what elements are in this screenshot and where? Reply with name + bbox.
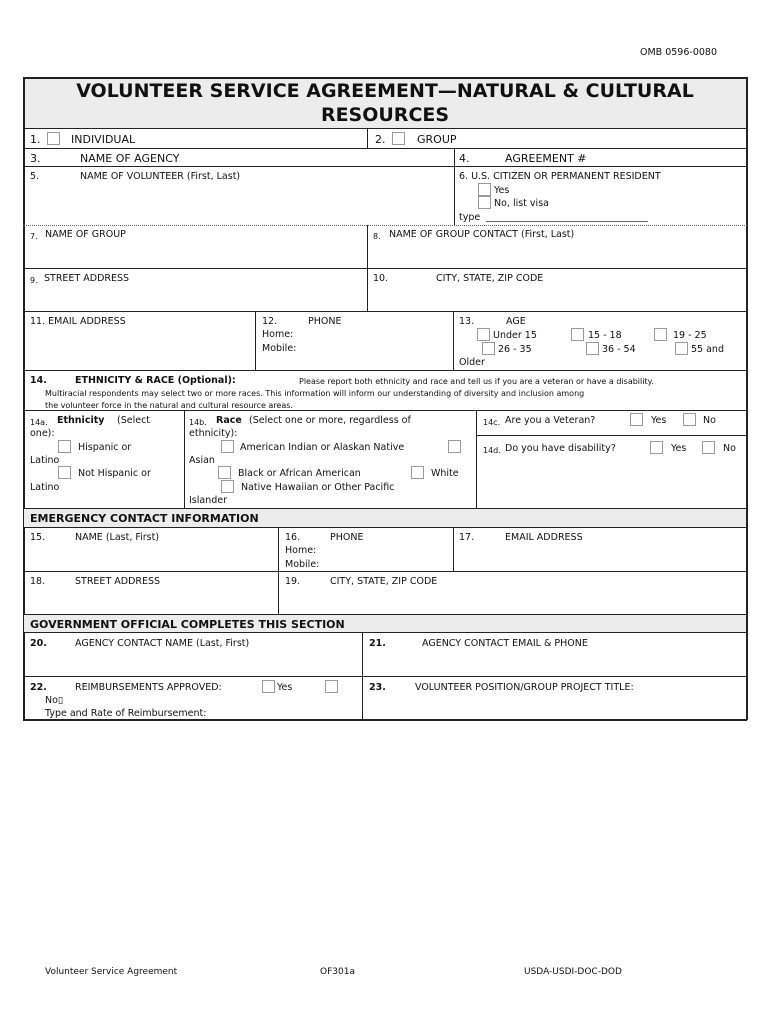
american-indian-label: American Indian or Alaskan Native [240,442,405,453]
emergency-contact-heading: EMERGENCY CONTACT INFORMATION [30,512,259,525]
age-under15-checkbox[interactable] [477,328,490,341]
ethnicity-race-heading: ETHNICITY & RACE (Optional): [75,375,236,386]
form-title [23,79,747,127]
age-55-older-checkbox[interactable] [675,342,688,355]
agency-contact-email-label: AGENCY CONTACT EMAIL & PHONE [422,638,588,649]
emergency-name-label: NAME (Last, First) [75,532,160,543]
emergency-mobile-label: Mobile: [285,559,320,570]
footer-agencies: USDA-USDI-DOC-DOD [524,967,622,977]
f19-num: 19. [285,576,301,587]
veteran-no-label: No [703,415,716,426]
not-hispanic-latino-label: Latino [30,482,60,493]
f23-num: 23. [369,682,386,693]
age-36-54-checkbox[interactable] [586,342,599,355]
f12-num: 12. [262,316,278,327]
citizen-yes-checkbox[interactable] [478,183,491,196]
f10-num: 10. [373,273,389,284]
group-label: GROUP [417,133,457,146]
citizen-no-checkbox[interactable] [478,196,491,209]
omb-number: OMB 0596-0080 [640,47,717,58]
ethnicity-label: Ethnicity [57,415,105,426]
footer-form-name: Volunteer Service Agreement [45,967,178,977]
ethnicity-race-desc-1: Please report both ethnicity and race and tell us if you are a veteran or have a disability. [299,377,654,386]
disability-no-label: No [723,443,736,454]
age-older-label: Older [459,357,485,368]
ethnicity-race-desc-3: the volunteer force in the natural and cultural resource areas. [45,401,293,410]
disability-yes-label: Yes [671,443,687,454]
f14-num: 14. [30,375,47,386]
f17-num: 17. [459,532,475,543]
veteran-yes-label: Yes [651,415,667,426]
f18-num: 18. [30,576,46,587]
city-state-zip-label: CITY, STATE, ZIP CODE [436,273,544,284]
asian-checkbox[interactable] [448,440,461,453]
race-ethnicity-label: ethnicity): [189,428,238,439]
phone-home-label: Home: [262,329,294,340]
emergency-email-label: EMAIL ADDRESS [505,532,583,543]
emergency-street-label: STREET ADDRESS [75,576,161,587]
group-name-label: NAME OF GROUP [45,229,126,240]
agency-contact-name-label: AGENCY CONTACT NAME (Last, First) [75,638,250,649]
reimbursement-no-label: No▯ [45,695,64,706]
f2-num: 2. [375,133,386,146]
f7-num: 7. [30,232,38,241]
f9-num: 9. [30,276,38,285]
veteran-yes-checkbox[interactable] [630,413,643,426]
f16-num: 16. [285,532,301,543]
hispanic-label: Hispanic or [78,442,132,453]
emergency-phone-label: PHONE [330,532,364,543]
hispanic-checkbox[interactable] [58,440,71,453]
veteran-no-checkbox[interactable] [683,413,696,426]
visa-type-line[interactable] [486,221,648,222]
reimbursement-type-label: Type and Rate of Reimbursement: [45,708,207,719]
phone-label: PHONE [308,316,342,327]
emergency-home-label: Home: [285,545,317,556]
f14b-num: 14b. [189,418,207,427]
f14d-num: 14d. [483,446,501,455]
f14a-num: 14a. [30,418,48,427]
reimbursement-no-checkbox[interactable] [325,680,338,693]
white-label: White [431,468,459,479]
volunteer-position-label: VOLUNTEER POSITION/GROUP PROJECT TITLE: [415,682,634,693]
ethnicity-one-label: one): [30,428,55,439]
reimbursements-label: REIMBURSEMENTS APPROVED: [75,682,222,693]
group-contact-label: NAME OF GROUP CONTACT (First, Last) [389,229,575,240]
individual-label: INDIVIDUAL [71,133,136,146]
disability-label: Do you have disability? [505,443,616,454]
f1-num: 1. [30,133,41,146]
native-hawaiian-label: Native Hawaiian or Other Pacific [241,482,395,493]
black-label: Black or African American [238,468,361,479]
government-section-heading: GOVERNMENT OFFICIAL COMPLETES THIS SECTION [30,618,345,631]
disability-no-checkbox[interactable] [702,441,715,454]
age-label: AGE [506,316,526,327]
not-hispanic-label: Not Hispanic or [78,468,151,479]
citizen-no-label: No, list visa [494,198,549,209]
age-55-label: 55 and [691,344,724,355]
age-19-25-checkbox[interactable] [654,328,667,341]
title-line-2: RESOURCES [320,104,450,126]
f13-num: 13. [459,316,475,327]
f5-num: 5. [30,171,40,182]
visa-type-label: type [459,212,481,223]
agreement-number-label: AGREEMENT # [505,152,587,165]
age-15-18-label: 15 - 18 [588,330,622,341]
street-address-label: STREET ADDRESS [44,273,130,284]
ethnicity-select-label: (Select [117,415,151,426]
asian-label: Asian [189,455,215,466]
race-select-label: (Select one or more, regardless of [249,415,411,426]
veteran-label: Are you a Veteran? [505,415,596,426]
f14c-num: 14c. [483,418,501,427]
age-36-54-label: 36 - 54 [602,344,636,355]
american-indian-checkbox[interactable] [221,440,234,453]
age-26-35-label: 26 - 35 [498,344,532,355]
email-label: 11. EMAIL ADDRESS [30,316,126,327]
white-checkbox[interactable] [411,466,424,479]
reimbursement-yes-label: Yes [277,682,293,693]
individual-checkbox[interactable] [47,132,60,145]
footer-form-number: OF301a [320,967,355,977]
ethnicity-race-desc-2: Multiracial respondents may select two or more races. This information will inform our understanding of diversity and inclusion among [45,389,585,398]
volunteer-name-label: NAME OF VOLUNTEER (First, Last) [80,171,241,182]
f21-num: 21. [369,638,386,649]
not-hispanic-checkbox[interactable] [58,466,71,479]
age-under15-label: Under 15 [493,330,537,341]
age-26-35-checkbox[interactable] [482,342,495,355]
age-15-18-checkbox[interactable] [571,328,584,341]
f3-num: 3. [30,152,41,165]
citizen-yes-label: Yes [494,185,510,196]
islander-label: Islander [189,495,228,506]
agency-name-label: NAME OF AGENCY [80,152,180,165]
f8-num: 8. [373,232,381,241]
f15-num: 15. [30,532,46,543]
native-hawaiian-checkbox[interactable] [221,480,234,493]
age-19-25-label: 19 - 25 [673,330,707,341]
emergency-city-label: CITY, STATE, ZIP CODE [330,576,438,587]
citizen-label: 6. U.S. CITIZEN OR PERMANENT RESIDENT [459,171,661,182]
f20-num: 20. [30,638,47,649]
f4-num: 4. [459,152,470,165]
group-checkbox[interactable] [392,132,405,145]
phone-mobile-label: Mobile: [262,343,297,354]
hispanic-latino-label: Latino [30,455,60,466]
black-checkbox[interactable] [218,466,231,479]
race-label: Race [216,415,242,426]
disability-yes-checkbox[interactable] [650,441,663,454]
title-line-1: VOLUNTEER SERVICE AGREEMENT—NATURAL & CULTURAL [76,80,694,102]
f22-num: 22. [30,682,47,693]
reimbursement-yes-checkbox[interactable] [262,680,275,693]
